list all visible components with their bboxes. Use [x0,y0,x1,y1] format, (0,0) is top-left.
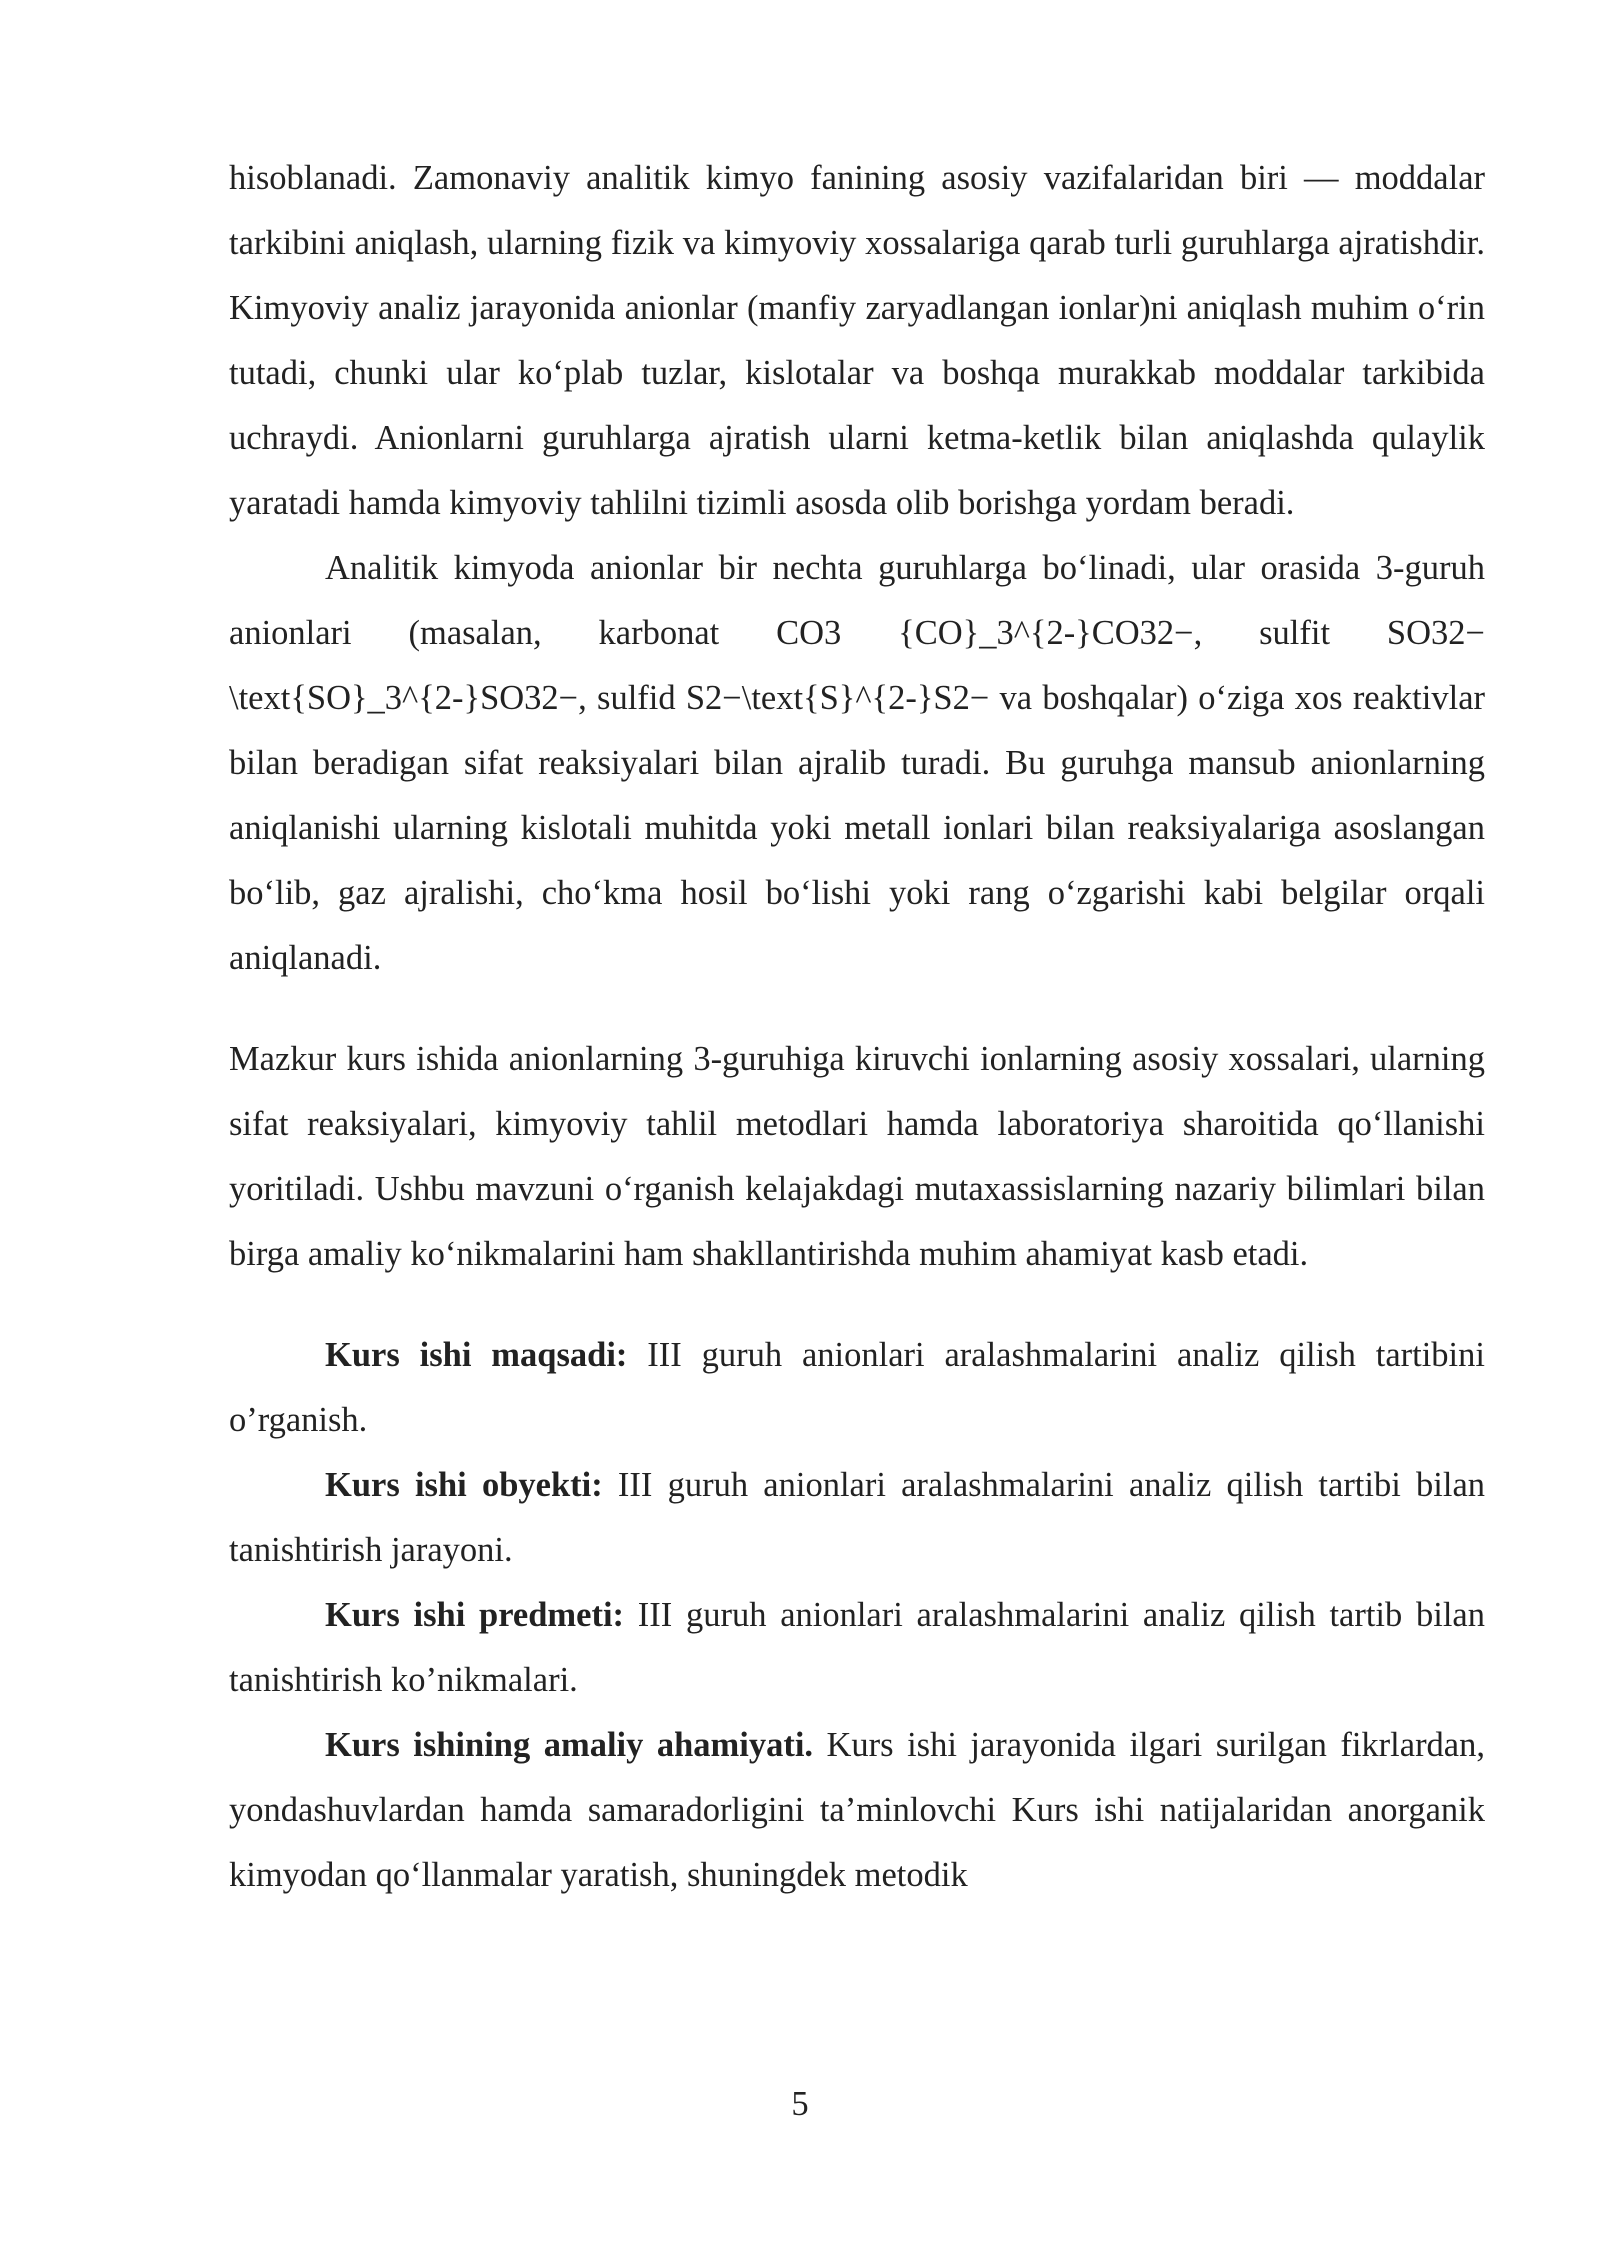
paragraph-anion-groups: Analitik kimyoda anionlar bir nechta guruhlarga bo‘linadi, ular orasida 3-guruh anionlari (masalan, karbonat CO3 {CO}_3^{2-}CO32−, sulfit SO32− \text{SO}_3^{2-}SO32−, sulfid S2−\text{S}^{2-}S2− va boshqalar) o‘ziga xos reaktivlar bilan beradigan sifat reaksiyalari bilan ajralib turadi. Bu guruhga mansub anionlarning aniqlanishi ularning kislotali muhitda yoki metall ionlari bilan reaksiyalariga asoslangan bo‘lib, gaz ajralishi, cho‘kma hosil bo‘lishi yoki rang o‘zgarishi kabi belgilar orqali aniqlanadi. [229,549,1485,977]
practical-significance-item [229,1713,1485,1908]
practical-significance-text: Kurs ishi jarayonida ilgari surilgan fikrlardan, yondashuvlardan hamda samaradorligini ta’minlovchi Kurs ishi natijalaridan anorganik kimyodan qo‘llanmalar yaratish, shuningdek metodik [229,1726,1485,1894]
course-subject-label: Kurs ishi predmeti: [325,1596,625,1634]
paragraph-intro: hisoblanadi. Zamonaviy analitik kimyo fanining asosiy vazifalaridan biri — moddalar tarkibini aniqlash, ularning fizik va kimyoviy xossalariga qarab turli guruhlarga ajratishdir. Kimyoviy analiz jarayonida anionlar (manfiy zaryadlangan ionlar)ni aniqlash muhim o‘rin tutadi, chunki ular ko‘plab tuzlar, kislotalar va boshqa murakkab moddalar tarkibida uchraydi. Anionlarni guruhlarga ajratish ularni ketma-ketlik bilan aniqlashda qulaylik yaratadi hamda kimyoviy tahlilni tizimli asosda olib borishga yordam beradi. [229,159,1485,522]
course-subject-item [229,1583,1485,1713]
course-object-item [229,1453,1485,1583]
course-goal-text: III guruh anionlari aralashmalarini analiz qilish tartibini o’rganish. [229,1336,1485,1439]
practical-significance-label: Kurs ishining amaliy ahamiyati. [325,1726,814,1764]
page-number: 5 [791,2085,809,2123]
course-goal-item [229,1323,1485,1453]
course-subject-text: III guruh anionlari aralashmalarini analiz qilish tartib bilan tanishtirish ko’nikmalari. [229,1596,1485,1699]
course-object-text: III guruh anionlari aralashmalarini analiz qilish tartibi bilan tanishtirish jarayoni. [229,1466,1486,1569]
body-text [229,146,1485,1908]
course-goal-label: Kurs ishi maqsadi: [325,1336,628,1374]
course-object-label: Kurs ishi obyekti: [325,1466,603,1504]
paragraph-course-scope: Mazkur kurs ishida anionlarning 3-guruhiga kiruvchi ionlarning asosiy xossalari, ularning sifat reaksiyalari, kimyoviy tahlil metodlari hamda laboratoriya sharoitida qo‘llanishi yoritiladi. Ushbu mavzuni o‘rganish kelajakdagi mutaxassislarning nazariy bilimlari bilan birga amaliy ko‘nikmalarini ham shakllantirishda muhim ahamiyat kasb etadi. [229,1040,1485,1273]
